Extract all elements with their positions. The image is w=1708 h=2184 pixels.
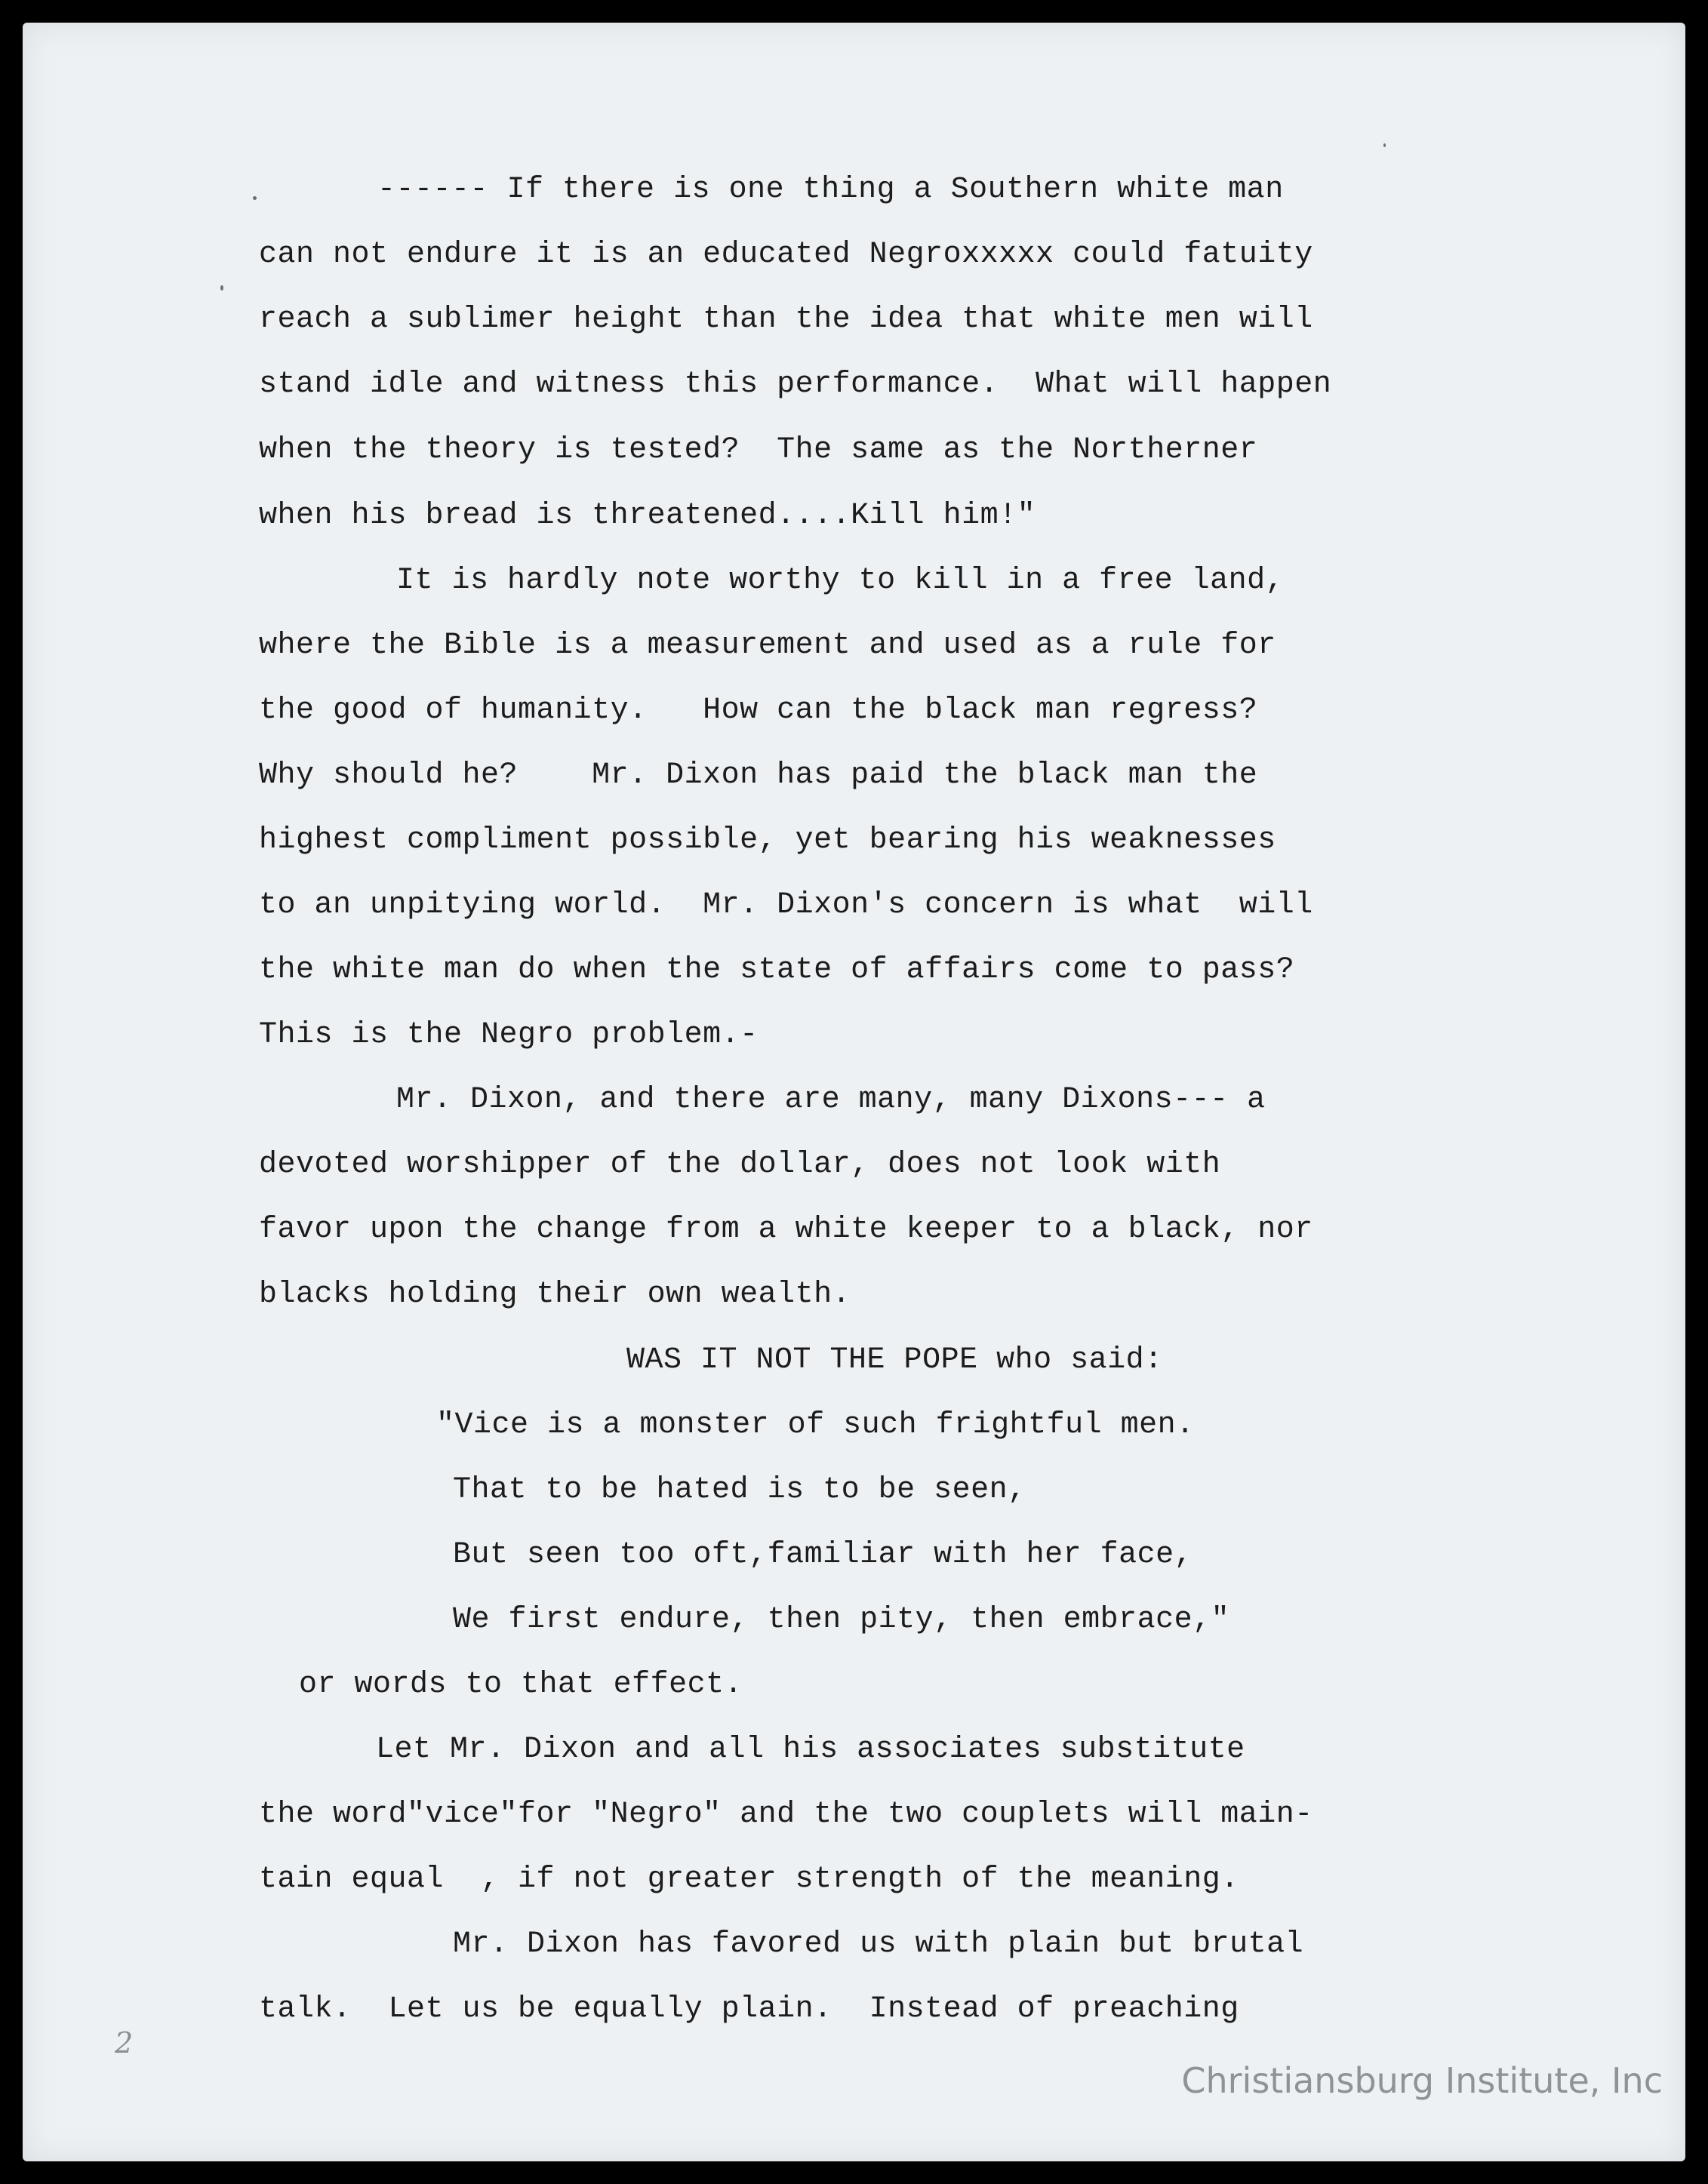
watermark-text: Christiansburg Institute, Inc xyxy=(1181,2060,1663,2101)
text-line: where the Bible is a measurement and used as a rule for xyxy=(259,629,1276,663)
text-line: when the theory is tested? The same as the Northerner xyxy=(259,433,1258,467)
text-line: the word"vice"for "Negro" and the two couplets will main- xyxy=(259,1798,1313,1832)
text-line: stand idle and witness this performance. What will happen xyxy=(259,368,1332,401)
text-line: It is hardly note worthy to kill in a free land, xyxy=(396,564,1285,598)
text-line: talk. Let us be equally plain. Instead of preaching xyxy=(259,1992,1239,2026)
text-line: WAS IT NOT THE POPE who said: xyxy=(626,1343,1163,1377)
paper-speck xyxy=(253,196,257,200)
text-line: highest compliment possible, yet bearing his weaknesses xyxy=(259,823,1276,857)
text-line: blacks holding their own wealth. xyxy=(259,1278,851,1312)
text-line: "Vice is a monster of such frightful men. xyxy=(436,1408,1195,1442)
typed-text-body xyxy=(23,23,1685,2161)
document-page xyxy=(23,23,1685,2161)
text-line: Why should he? Mr. Dixon has paid the black man the xyxy=(259,758,1258,792)
text-line: Let Mr. Dixon and all his associates substitute xyxy=(376,1733,1245,1767)
paper-speck xyxy=(220,285,223,291)
text-line: when his bread is threatened....Kill him!" xyxy=(259,499,1036,533)
text-line: This is the Negro problem.- xyxy=(259,1018,759,1052)
text-line: We first endure, then pity, then embrace," xyxy=(453,1603,1230,1637)
text-line: to an unpitying world. Mr. Dixon's concern is what will xyxy=(259,888,1313,922)
text-line: ------ If there is one thing a Southern white man xyxy=(377,173,1284,207)
text-line: That to be hated is to be seen, xyxy=(453,1473,1026,1507)
text-line: or words to that effect. xyxy=(299,1668,743,1702)
text-line: the white man do when the state of affairs come to pass? xyxy=(259,953,1295,987)
text-line: reach a sublimer height than the idea that white men will xyxy=(259,303,1313,337)
page-number: 2 xyxy=(115,2026,134,2059)
text-line: the good of humanity. How can the black man regress? xyxy=(259,694,1258,727)
text-line: favor upon the change from a white keeper to a black, nor xyxy=(259,1213,1313,1247)
text-line: Mr. Dixon has favored us with plain but brutal xyxy=(453,1927,1304,1961)
text-line: can not endure it is an educated Negroxxxxx could fatuity xyxy=(259,238,1313,272)
text-line: tain equal , if not greater strength of the meaning. xyxy=(259,1863,1239,1896)
text-line: But seen too oft,familiar with her face, xyxy=(453,1538,1193,1572)
text-line: devoted worshipper of the dollar, does not look with xyxy=(259,1148,1221,1182)
paper-speck xyxy=(1383,143,1386,147)
text-line: Mr. Dixon, and there are many, many Dixons--- a xyxy=(396,1083,1266,1117)
